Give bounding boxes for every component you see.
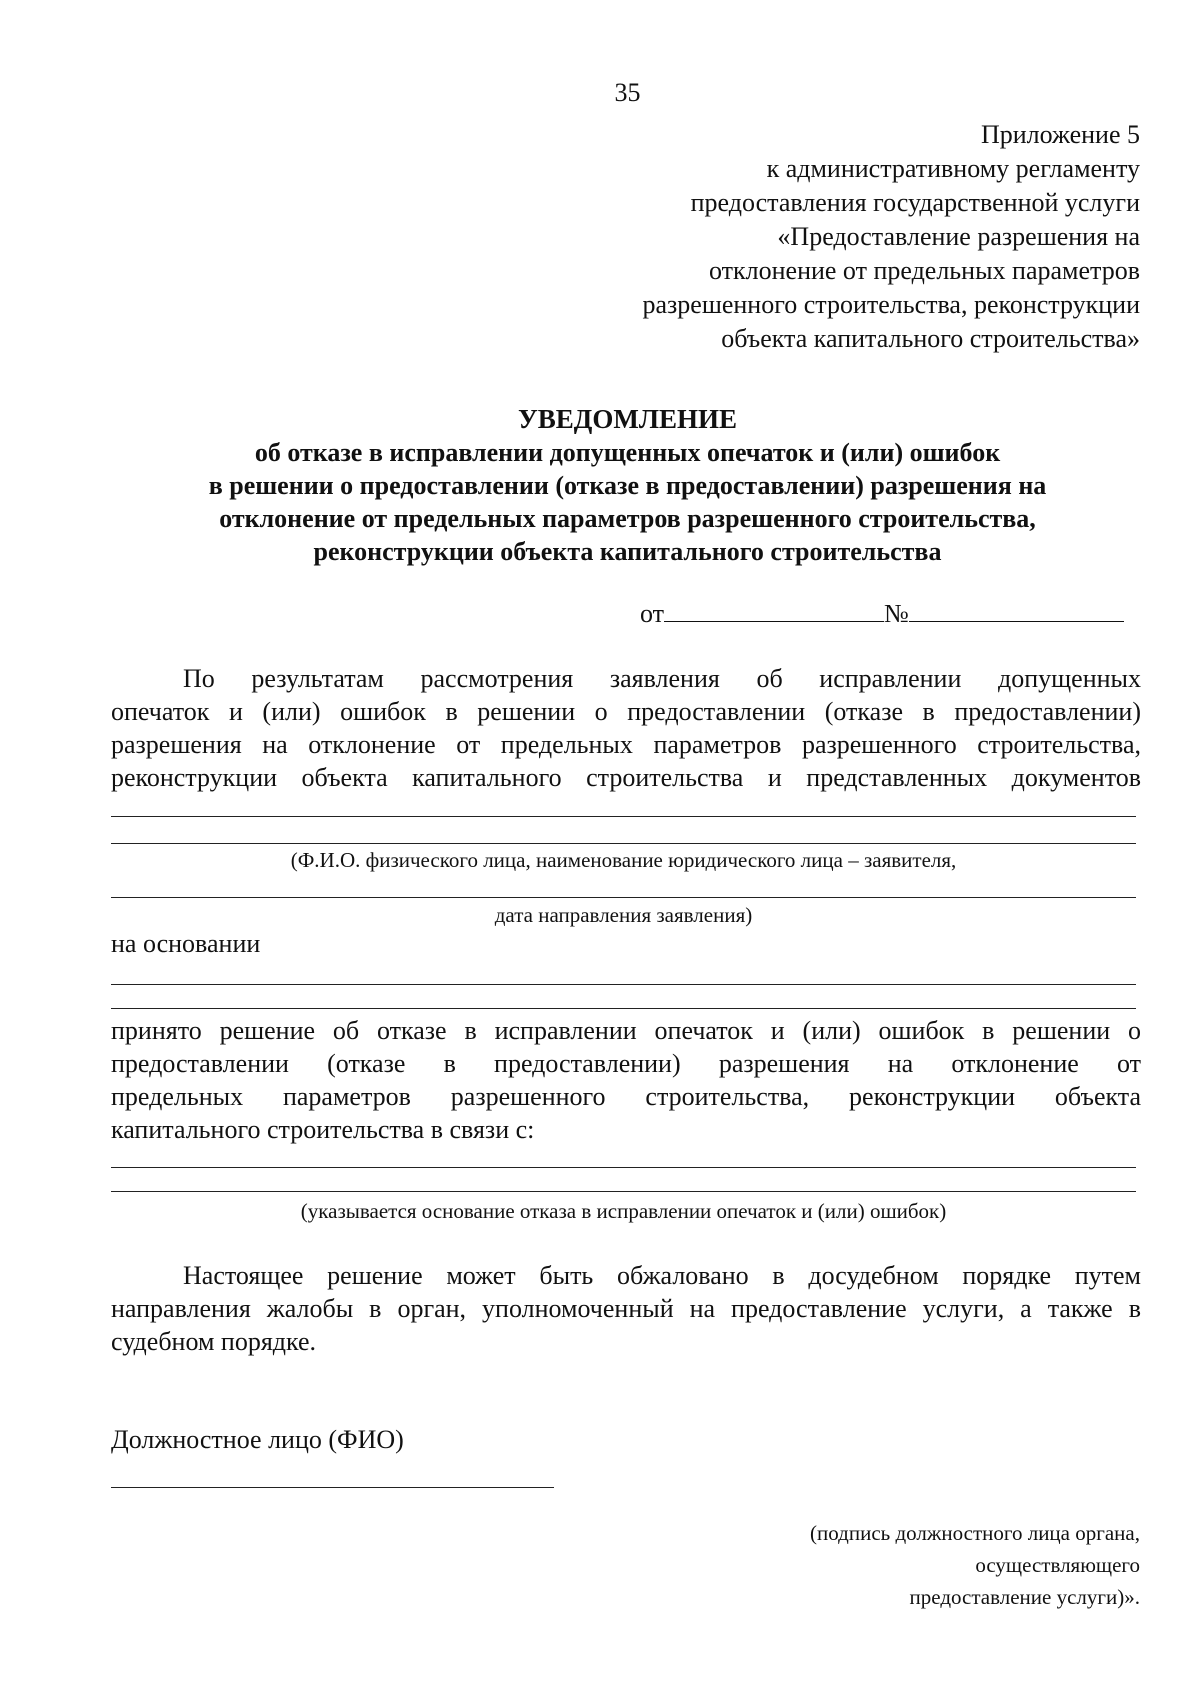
basis-fill-line[interactable] — [111, 984, 1136, 985]
date-number-line — [640, 597, 1124, 629]
paragraph-line: разрешения на отклонение от предельных параметров разрешенного строительства, — [111, 730, 1141, 759]
official-label: Должностное лицо (ФИО) — [111, 1425, 404, 1454]
title-subline: отклонение от предельных параметров разрешенного строительства, — [219, 504, 1036, 533]
appendix-header — [500, 118, 1140, 356]
applicant-fill-line[interactable] — [111, 816, 1136, 817]
document-title — [110, 403, 1145, 568]
appendix-line: Приложение 5 — [980, 120, 1140, 149]
paragraph-line: предельных параметров разрешенного строительства, реконструкции объекта — [111, 1082, 1141, 1111]
reason-fill-line[interactable] — [111, 1191, 1136, 1192]
signature-caption-line: предоставление услуги)». — [909, 1585, 1140, 1609]
appendix-line: отклонение от предельных параметров — [708, 256, 1140, 285]
paragraph-line: судебном порядке. — [111, 1327, 317, 1356]
appendix-line: объекта капитального строительства» — [721, 324, 1140, 353]
title-subline: реконструкции объекта капитального строительства — [313, 537, 942, 566]
paragraph-appeal — [111, 1259, 1141, 1358]
signature-caption — [720, 1517, 1140, 1613]
caption-reason: (указывается основание отказа в исправлении опечаток и (или) ошибок) — [300, 1199, 947, 1223]
basis-label: на основании — [111, 929, 261, 958]
caption-date: дата направления заявления) — [494, 903, 753, 927]
paragraph-line: предоставлении (отказе в предоставлении) разрешения на отклонение от — [111, 1049, 1141, 1078]
number-label: № — [884, 599, 909, 628]
paragraph-line: направления жалобы в орган, уполномоченный на предоставление услуги, а также в — [111, 1294, 1141, 1323]
appendix-line: разрешенного строительства, реконструкции — [642, 290, 1140, 319]
signature-caption-line: осуществляющего — [975, 1553, 1140, 1577]
reason-fill-line[interactable] — [111, 1167, 1136, 1168]
paragraph-decision — [111, 1014, 1141, 1146]
applicant-fill-line[interactable] — [111, 843, 1136, 844]
paragraph-line: принято решение об отказе в исправлении опечаток и (или) ошибок в решении о — [111, 1016, 1141, 1045]
number-field[interactable] — [909, 597, 1124, 622]
appendix-line: предоставления государственной услуги — [690, 188, 1140, 217]
appendix-line: «Предоставление разрешения на — [777, 222, 1140, 251]
paragraph-line: опечаток и (или) ошибок в решении о предоставлении (отказе в предоставлении) — [111, 697, 1141, 726]
basis-fill-line[interactable] — [111, 1008, 1136, 1009]
paragraph-line: реконструкции объекта капитального строительства и представленных документов — [111, 763, 1141, 792]
paragraph-line: По результатам рассмотрения заявления об исправлении допущенных — [183, 664, 1141, 693]
date-from-label: от — [640, 599, 665, 628]
page-number: 35 — [614, 78, 641, 107]
applicant-fill-line[interactable] — [111, 897, 1136, 898]
paragraph-line: Настоящее решение может быть обжаловано в досудебном порядке путем — [183, 1261, 1141, 1290]
signature-caption-line: (подпись должностного лица органа, — [810, 1521, 1140, 1545]
title-subline: в решении о предоставлении (отказе в предоставлении) разрешения на — [208, 471, 1047, 500]
date-field[interactable] — [664, 597, 884, 622]
appendix-line: к административному регламенту — [766, 154, 1140, 183]
signature-line[interactable] — [111, 1487, 554, 1488]
caption-applicant: (Ф.И.О. физического лица, наименование юридического лица – заявителя, — [290, 848, 957, 872]
title-subline: об отказе в исправлении допущенных опечаток и (или) ошибок — [254, 438, 1001, 467]
paragraph-line: капитального строительства в связи с: — [111, 1115, 535, 1144]
title-main: УВЕДОМЛЕНИЕ — [517, 404, 738, 434]
paragraph-results — [111, 662, 1141, 794]
